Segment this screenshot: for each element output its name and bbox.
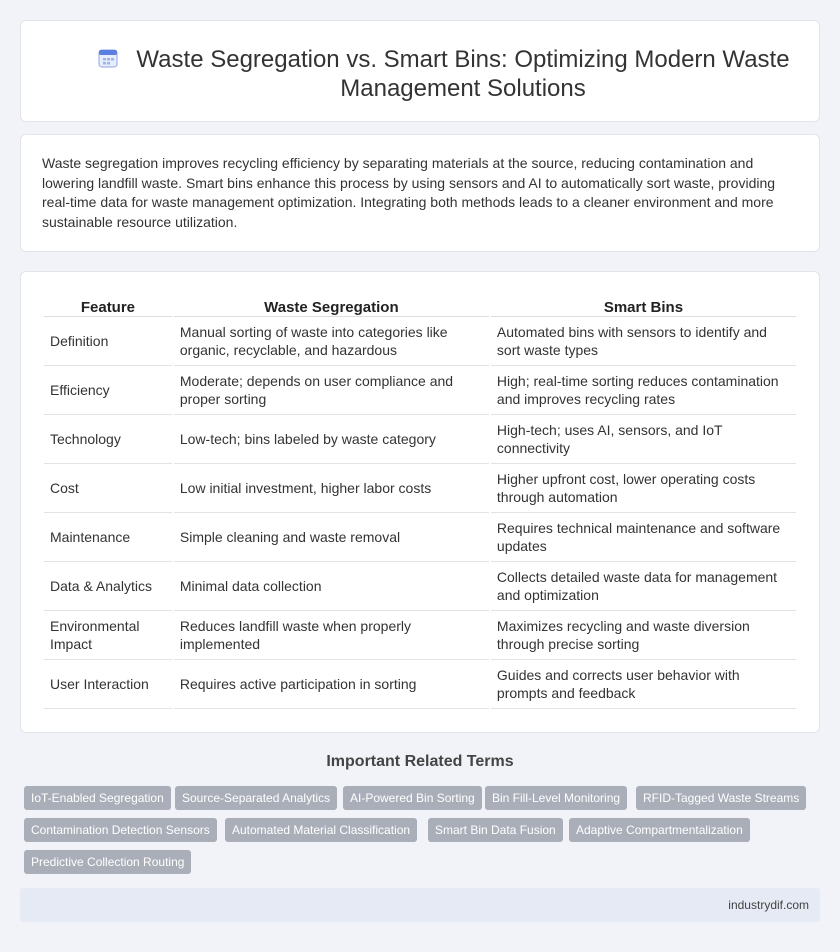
table-row	[44, 562, 796, 611]
term-chip[interactable]: AI-Powered Bin Sorting	[343, 786, 482, 810]
feature-cell: Definition	[44, 317, 172, 366]
term-chip[interactable]: IoT-Enabled Segregation	[24, 786, 171, 810]
intro-card	[20, 134, 820, 252]
term-chip[interactable]: Automated Material Classification	[225, 818, 417, 842]
term-chip[interactable]: Contamination Detection Sensors	[24, 818, 217, 842]
waste-segregation-cell: Minimal data collection	[174, 562, 489, 611]
waste-segregation-cell: Low-tech; bins labeled by waste category	[174, 415, 489, 464]
title-card	[20, 20, 820, 122]
header-waste-segregation: Waste Segregation	[174, 297, 489, 317]
waste-segregation-cell: Moderate; depends on user compliance and proper sorting	[174, 366, 489, 415]
page-title: Waste Segregation vs. Smart Bins: Optimizing Modern Waste Management Solutions	[136, 46, 790, 102]
table-row	[44, 464, 796, 513]
waste-segregation-cell: Low initial investment, higher labor costs	[174, 464, 489, 513]
term-chip[interactable]: RFID-Tagged Waste Streams	[636, 786, 806, 810]
term-chip[interactable]: Bin Fill-Level Monitoring	[485, 786, 627, 810]
term-chip[interactable]: Adaptive Compartmentalization	[569, 818, 750, 842]
related-terms-heading: Important Related Terms	[326, 753, 514, 770]
feature-cell: Efficiency	[44, 366, 172, 415]
smart-bins-cell: High; real-time sorting reduces contamination and improves recycling rates	[491, 366, 796, 415]
intro-paragraph: Waste segregation improves recycling efficiency by separating materials at the source, reducing contamination and lowering landfill waste. Smart bins enhance this process by using sensors and AI to automatically sort waste, providing real-time data for waste management optimization. Integrating both methods leads to a cleaner environment and more sustainable resource utilization.	[42, 155, 776, 230]
header-smart-bins: Smart Bins	[491, 297, 796, 317]
footer	[20, 888, 820, 922]
smart-bins-cell: Requires technical maintenance and software updates	[491, 513, 796, 562]
table-row	[44, 611, 796, 660]
term-chip[interactable]: Smart Bin Data Fusion	[428, 818, 563, 842]
feature-cell: Environmental Impact	[44, 611, 172, 660]
feature-cell: Maintenance	[44, 513, 172, 562]
waste-segregation-cell: Simple cleaning and waste removal	[174, 513, 489, 562]
smart-bins-cell: Automated bins with sensors to identify and sort waste types	[491, 317, 796, 366]
table-row	[44, 660, 796, 709]
table-row	[44, 513, 796, 562]
comparison-table	[42, 297, 798, 709]
table-row	[44, 415, 796, 464]
table-header-row	[44, 297, 796, 317]
waste-segregation-cell: Reduces landfill waste when properly implemented	[174, 611, 489, 660]
smart-bins-cell: Collects detailed waste data for management and optimization	[491, 562, 796, 611]
smart-bins-cell: Higher upfront cost, lower operating costs through automation	[491, 464, 796, 513]
table-row	[44, 366, 796, 415]
smart-bins-cell: Maximizes recycling and waste diversion through precise sorting	[491, 611, 796, 660]
smart-bins-cell: High-tech; uses AI, sensors, and IoT connectivity	[491, 415, 796, 464]
feature-cell: User Interaction	[44, 660, 172, 709]
feature-cell: Technology	[44, 415, 172, 464]
comparison-table-card	[20, 271, 820, 733]
feature-cell: Cost	[44, 464, 172, 513]
feature-cell: Data & Analytics	[44, 562, 172, 611]
calendar-icon	[97, 47, 119, 69]
waste-segregation-cell: Requires active participation in sorting	[174, 660, 489, 709]
header-feature: Feature	[44, 297, 172, 317]
waste-segregation-cell: Manual sorting of waste into categories like organic, recyclable, and hazardous	[174, 317, 489, 366]
footer-site-link[interactable]: industrydif.com	[728, 898, 809, 912]
term-chip[interactable]: Source-Separated Analytics	[175, 786, 337, 810]
smart-bins-cell: Guides and corrects user behavior with prompts and feedback	[491, 660, 796, 709]
table-row	[44, 317, 796, 366]
term-chip[interactable]: Predictive Collection Routing	[24, 850, 191, 874]
